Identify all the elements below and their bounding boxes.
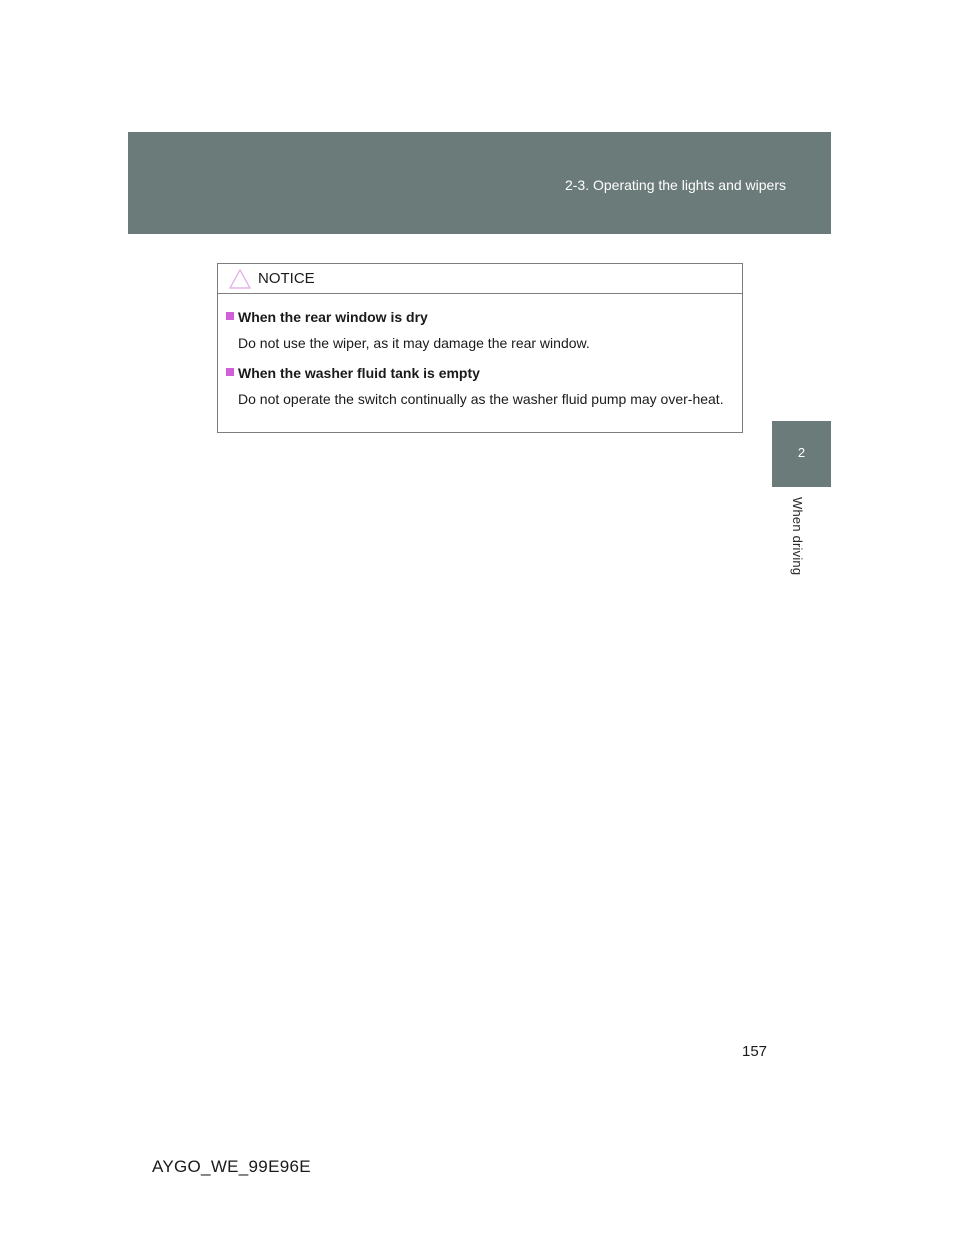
notice-box [217, 263, 743, 433]
section-title: 2-3. Operating the lights and wipers [564, 177, 786, 193]
notice-header [218, 264, 742, 294]
header-band [128, 132, 831, 234]
notice-item-heading [218, 363, 742, 385]
chapter-number: 2 [797, 445, 806, 460]
notice-title: NOTICE [258, 270, 315, 287]
square-bullet-icon [226, 368, 234, 376]
chapter-label: When driving [790, 497, 805, 576]
page-number: 157 [742, 1043, 768, 1060]
square-bullet-icon [226, 312, 234, 320]
notice-item-heading-text: When the washer fluid tank is empty [238, 365, 480, 381]
notice-body [218, 294, 742, 410]
notice-item-heading-text: When the rear window is dry [238, 309, 428, 325]
chapter-tab [772, 421, 831, 487]
notice-item-heading [218, 307, 742, 329]
notice-item-text: Do not use the wiper, as it may damage the rear window. [238, 335, 590, 351]
warning-triangle-icon [229, 269, 251, 289]
document-code: AYGO_WE_99E96E [152, 1157, 311, 1176]
notice-item-text: Do not operate the switch continually as the washer fluid pump may over-heat. [238, 391, 724, 407]
